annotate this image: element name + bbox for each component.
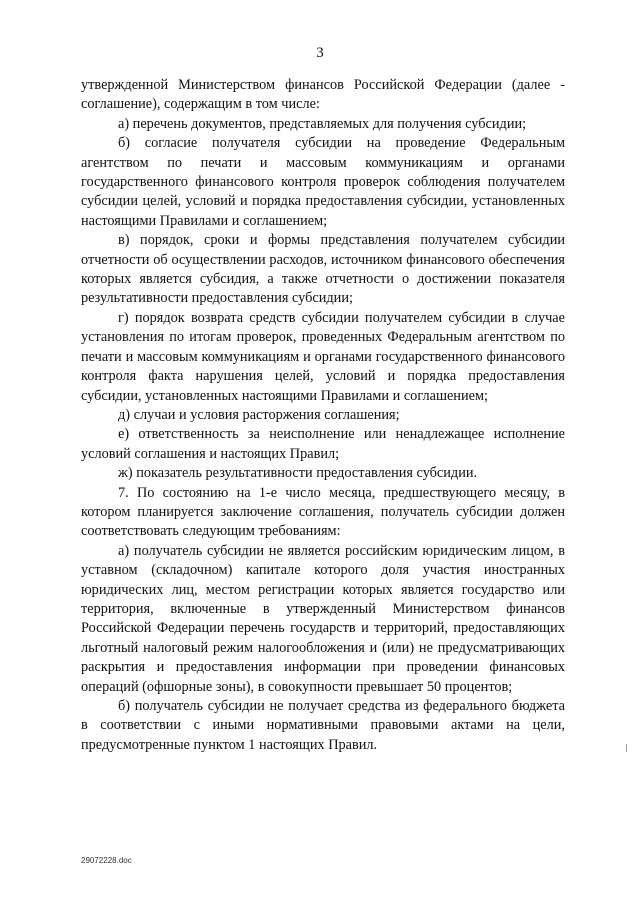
footer-doc-code: 29072228.doc [81,856,132,865]
paragraph-item-v-reporting: в) порядок, сроки и формы представления получателем субсидии отчетности об осуществлении расходов, источником финансового обеспечения которых является субсидия, а также отчетности о достижении показателя результативности предоставления субсидии; [81,232,565,307]
document-body [81,76,565,755]
paragraph-section-7-item-b: б) получатель субсидии не получает средства из федерального бюджета в соответствии с иными нормативными правовыми актами на цели, предусмотренные пунктом 1 настоящих Правил. [81,698,565,753]
paragraph-item-g-refund: г) порядок возврата средств субсидии получателем субсидии в случае установления по итогам проверок, проведенных Федеральным агентством по печати и массовым коммуникациям и органами государственного финансового контроля факта нарушения целей, условий и порядка предоставления субсидии, установленных настоящими Правилами и соглашением; [81,309,565,404]
paragraph-section-7-item-a: а) получатель субсидии не является российским юридическим лицом, в уставном (складочном) капитале которого доля участия иностранных юридических лиц, местом регистрации которых является государство или территория, включенные в утвержденный Министерством финансов Российской Федерации перечень государств и территорий, предоставляющих льготный налоговый режим налогообложения и (или) не предусматривающих раскрытия и предоставления информации при проведении финансовых операций (офшорные зоны), в совокупности превышает 50 процентов; [81,542,565,695]
paragraph-item-zh-indicator: ж) показатель результативности предоставления субсидии. [118,465,478,482]
paragraph-item-b-consent: б) согласие получателя субсидии на проведение Федеральным агентством по печати и массовым коммуникациям и органами государственного финансового контроля проверок соблюдения получателем субсидии целей, условий и порядка предоставления субсидии, установленных настоящими Правилами и соглашением; [81,135,565,229]
paragraph-item-d-termination: д) случаи и условия расторжения соглашения; [118,406,400,423]
paragraph-section-7: 7. По состоянию на 1-е число месяца, предшествующего месяцу, в котором планируется заключение соглашения, получатель субсидии должен соответствовать следующим требованиям: [81,484,565,540]
paragraph-item-a-documents: а) перечень документов, представляемых для получения субсидии; [118,115,527,132]
page-number: 3 [316,45,324,61]
paragraph-item-e-liability: е) ответственность за неисполнение или ненадлежащее исполнение условий соглашения и настоящих Правил; [81,426,565,462]
margin-mark [626,744,627,752]
paragraph-intro-continuation: утвержденной Министерством финансов Российской Федерации (далее - соглашение), содержащим в том числе: [81,77,565,113]
